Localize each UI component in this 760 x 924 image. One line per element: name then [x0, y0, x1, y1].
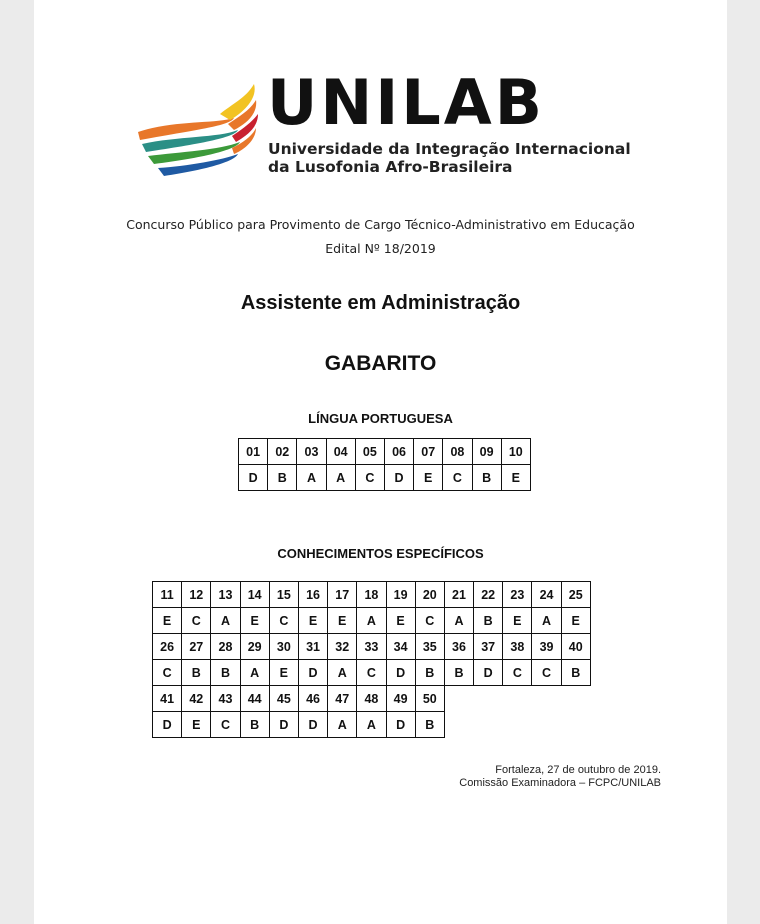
- answer-letter: B: [211, 660, 240, 686]
- answer-letter: D: [386, 712, 415, 738]
- answer-letter: B: [561, 660, 590, 686]
- question-row: [153, 582, 591, 608]
- question-number: 20: [415, 582, 444, 608]
- answer-letter: D: [269, 712, 298, 738]
- answer-letter: E: [501, 465, 530, 491]
- question-number: 16: [298, 582, 327, 608]
- answer-letter: C: [355, 465, 384, 491]
- question-number: 10: [501, 439, 530, 465]
- answer-letter: A: [240, 660, 269, 686]
- question-number: 04: [326, 439, 355, 465]
- logo-wordmark: UNILAB: [267, 66, 546, 139]
- question-number: 22: [474, 582, 503, 608]
- question-number: 17: [328, 582, 357, 608]
- question-number: 47: [328, 686, 357, 712]
- question-number: 38: [503, 634, 532, 660]
- answer-letter: D: [474, 660, 503, 686]
- answer-letter: C: [182, 608, 211, 634]
- answer-table-conhecimentos-especificos: [152, 581, 591, 738]
- question-number: 45: [269, 686, 298, 712]
- question-number: 33: [357, 634, 386, 660]
- answer-letter: D: [386, 660, 415, 686]
- answer-letter: B: [474, 608, 503, 634]
- answer-letter: E: [153, 608, 182, 634]
- footer-place-date: Fortaleza, 27 de outubro de 2019.: [495, 764, 661, 776]
- question-number: 48: [357, 686, 386, 712]
- question-row: [239, 439, 531, 465]
- answer-letter: C: [211, 712, 240, 738]
- answer-letter: E: [561, 608, 590, 634]
- answer-letter: B: [268, 465, 297, 491]
- section-title-conhecimentos-especificos: CONHECIMENTOS ESPECÍFICOS: [277, 546, 484, 561]
- question-number: 13: [211, 582, 240, 608]
- question-number: 39: [532, 634, 561, 660]
- question-number: 49: [386, 686, 415, 712]
- answer-letter: E: [414, 465, 443, 491]
- answer-letter: A: [444, 608, 473, 634]
- question-number: 42: [182, 686, 211, 712]
- concurso-title: Concurso Público para Provimento de Cargo Técnico-Administrativo em Educação: [126, 217, 635, 232]
- unilab-emblem-icon: [134, 74, 264, 186]
- logo-subtitle-line1: Universidade da Integração Internacional: [268, 140, 631, 158]
- answer-letter: C: [153, 660, 182, 686]
- empty-cell: [474, 686, 503, 712]
- answer-letter: A: [328, 660, 357, 686]
- answer-letter: E: [503, 608, 532, 634]
- empty-cell: [532, 712, 561, 738]
- question-number: 36: [444, 634, 473, 660]
- question-number: 37: [474, 634, 503, 660]
- answer-letter: A: [326, 465, 355, 491]
- question-number: 14: [240, 582, 269, 608]
- footer-commission: Comissão Examinadora – FCPC/UNILAB: [459, 777, 661, 789]
- question-number: 23: [503, 582, 532, 608]
- answer-letter: A: [211, 608, 240, 634]
- question-number: 12: [182, 582, 211, 608]
- answer-letter: C: [415, 608, 444, 634]
- answer-letter: E: [269, 660, 298, 686]
- question-number: 46: [298, 686, 327, 712]
- logo-subtitle-line2: da Lusofonia Afro-Brasileira: [268, 158, 513, 176]
- answer-letter: C: [443, 465, 472, 491]
- question-number: 25: [561, 582, 590, 608]
- answer-letter: A: [297, 465, 326, 491]
- question-number: 07: [414, 439, 443, 465]
- question-number: 29: [240, 634, 269, 660]
- answer-letter: A: [328, 712, 357, 738]
- question-number: 19: [386, 582, 415, 608]
- question-number: 34: [386, 634, 415, 660]
- cargo-title: Assistente em Administração: [240, 292, 521, 314]
- question-number: 06: [384, 439, 413, 465]
- page-title: GABARITO: [324, 352, 437, 375]
- question-number: 27: [182, 634, 211, 660]
- empty-cell: [561, 686, 590, 712]
- answer-row: [239, 465, 531, 491]
- question-row: [153, 634, 591, 660]
- question-number: 28: [211, 634, 240, 660]
- question-number: 26: [153, 634, 182, 660]
- answer-letter: D: [384, 465, 413, 491]
- answer-letter: D: [239, 465, 268, 491]
- answer-letter: E: [328, 608, 357, 634]
- empty-cell: [532, 686, 561, 712]
- answer-letter: A: [357, 712, 386, 738]
- question-number: 15: [269, 582, 298, 608]
- answer-letter: C: [269, 608, 298, 634]
- edital-number: Edital Nº 18/2019: [325, 241, 436, 256]
- answer-letter: C: [532, 660, 561, 686]
- answer-row: [153, 608, 591, 634]
- document-page: [34, 0, 727, 924]
- question-number: 32: [328, 634, 357, 660]
- question-number: 31: [298, 634, 327, 660]
- answer-letter: B: [240, 712, 269, 738]
- answer-letter: E: [386, 608, 415, 634]
- question-number: 02: [268, 439, 297, 465]
- question-number: 40: [561, 634, 590, 660]
- answer-letter: B: [472, 465, 501, 491]
- empty-cell: [561, 712, 590, 738]
- question-number: 50: [415, 686, 444, 712]
- unilab-logo: [134, 66, 634, 189]
- question-number: 41: [153, 686, 182, 712]
- answer-letter: A: [357, 608, 386, 634]
- answer-letter: A: [532, 608, 561, 634]
- empty-cell: [444, 712, 473, 738]
- empty-cell: [503, 712, 532, 738]
- answer-letter: D: [153, 712, 182, 738]
- answer-letter: C: [357, 660, 386, 686]
- section-title-lingua-portuguesa: LÍNGUA PORTUGUESA: [308, 411, 453, 426]
- answer-letter: C: [503, 660, 532, 686]
- empty-cell: [503, 686, 532, 712]
- question-number: 44: [240, 686, 269, 712]
- answer-row: [153, 660, 591, 686]
- question-number: 43: [211, 686, 240, 712]
- answer-row: [153, 712, 591, 738]
- answer-letter: D: [298, 712, 327, 738]
- answer-letter: B: [415, 660, 444, 686]
- question-number: 01: [239, 439, 268, 465]
- question-number: 24: [532, 582, 561, 608]
- answer-letter: E: [240, 608, 269, 634]
- question-number: 21: [444, 582, 473, 608]
- empty-cell: [444, 686, 473, 712]
- question-number: 30: [269, 634, 298, 660]
- question-number: 09: [472, 439, 501, 465]
- question-number: 03: [297, 439, 326, 465]
- question-number: 18: [357, 582, 386, 608]
- answer-letter: E: [182, 712, 211, 738]
- answer-table-lingua-portuguesa: [238, 438, 531, 491]
- question-number: 08: [443, 439, 472, 465]
- question-number: 05: [355, 439, 384, 465]
- answer-letter: B: [444, 660, 473, 686]
- empty-cell: [474, 712, 503, 738]
- answer-letter: B: [415, 712, 444, 738]
- answer-letter: B: [182, 660, 211, 686]
- question-number: 11: [153, 582, 182, 608]
- answer-letter: D: [298, 660, 327, 686]
- question-number: 35: [415, 634, 444, 660]
- answer-letter: E: [298, 608, 327, 634]
- question-row: [153, 686, 591, 712]
- logo-subtitle: [268, 140, 631, 176]
